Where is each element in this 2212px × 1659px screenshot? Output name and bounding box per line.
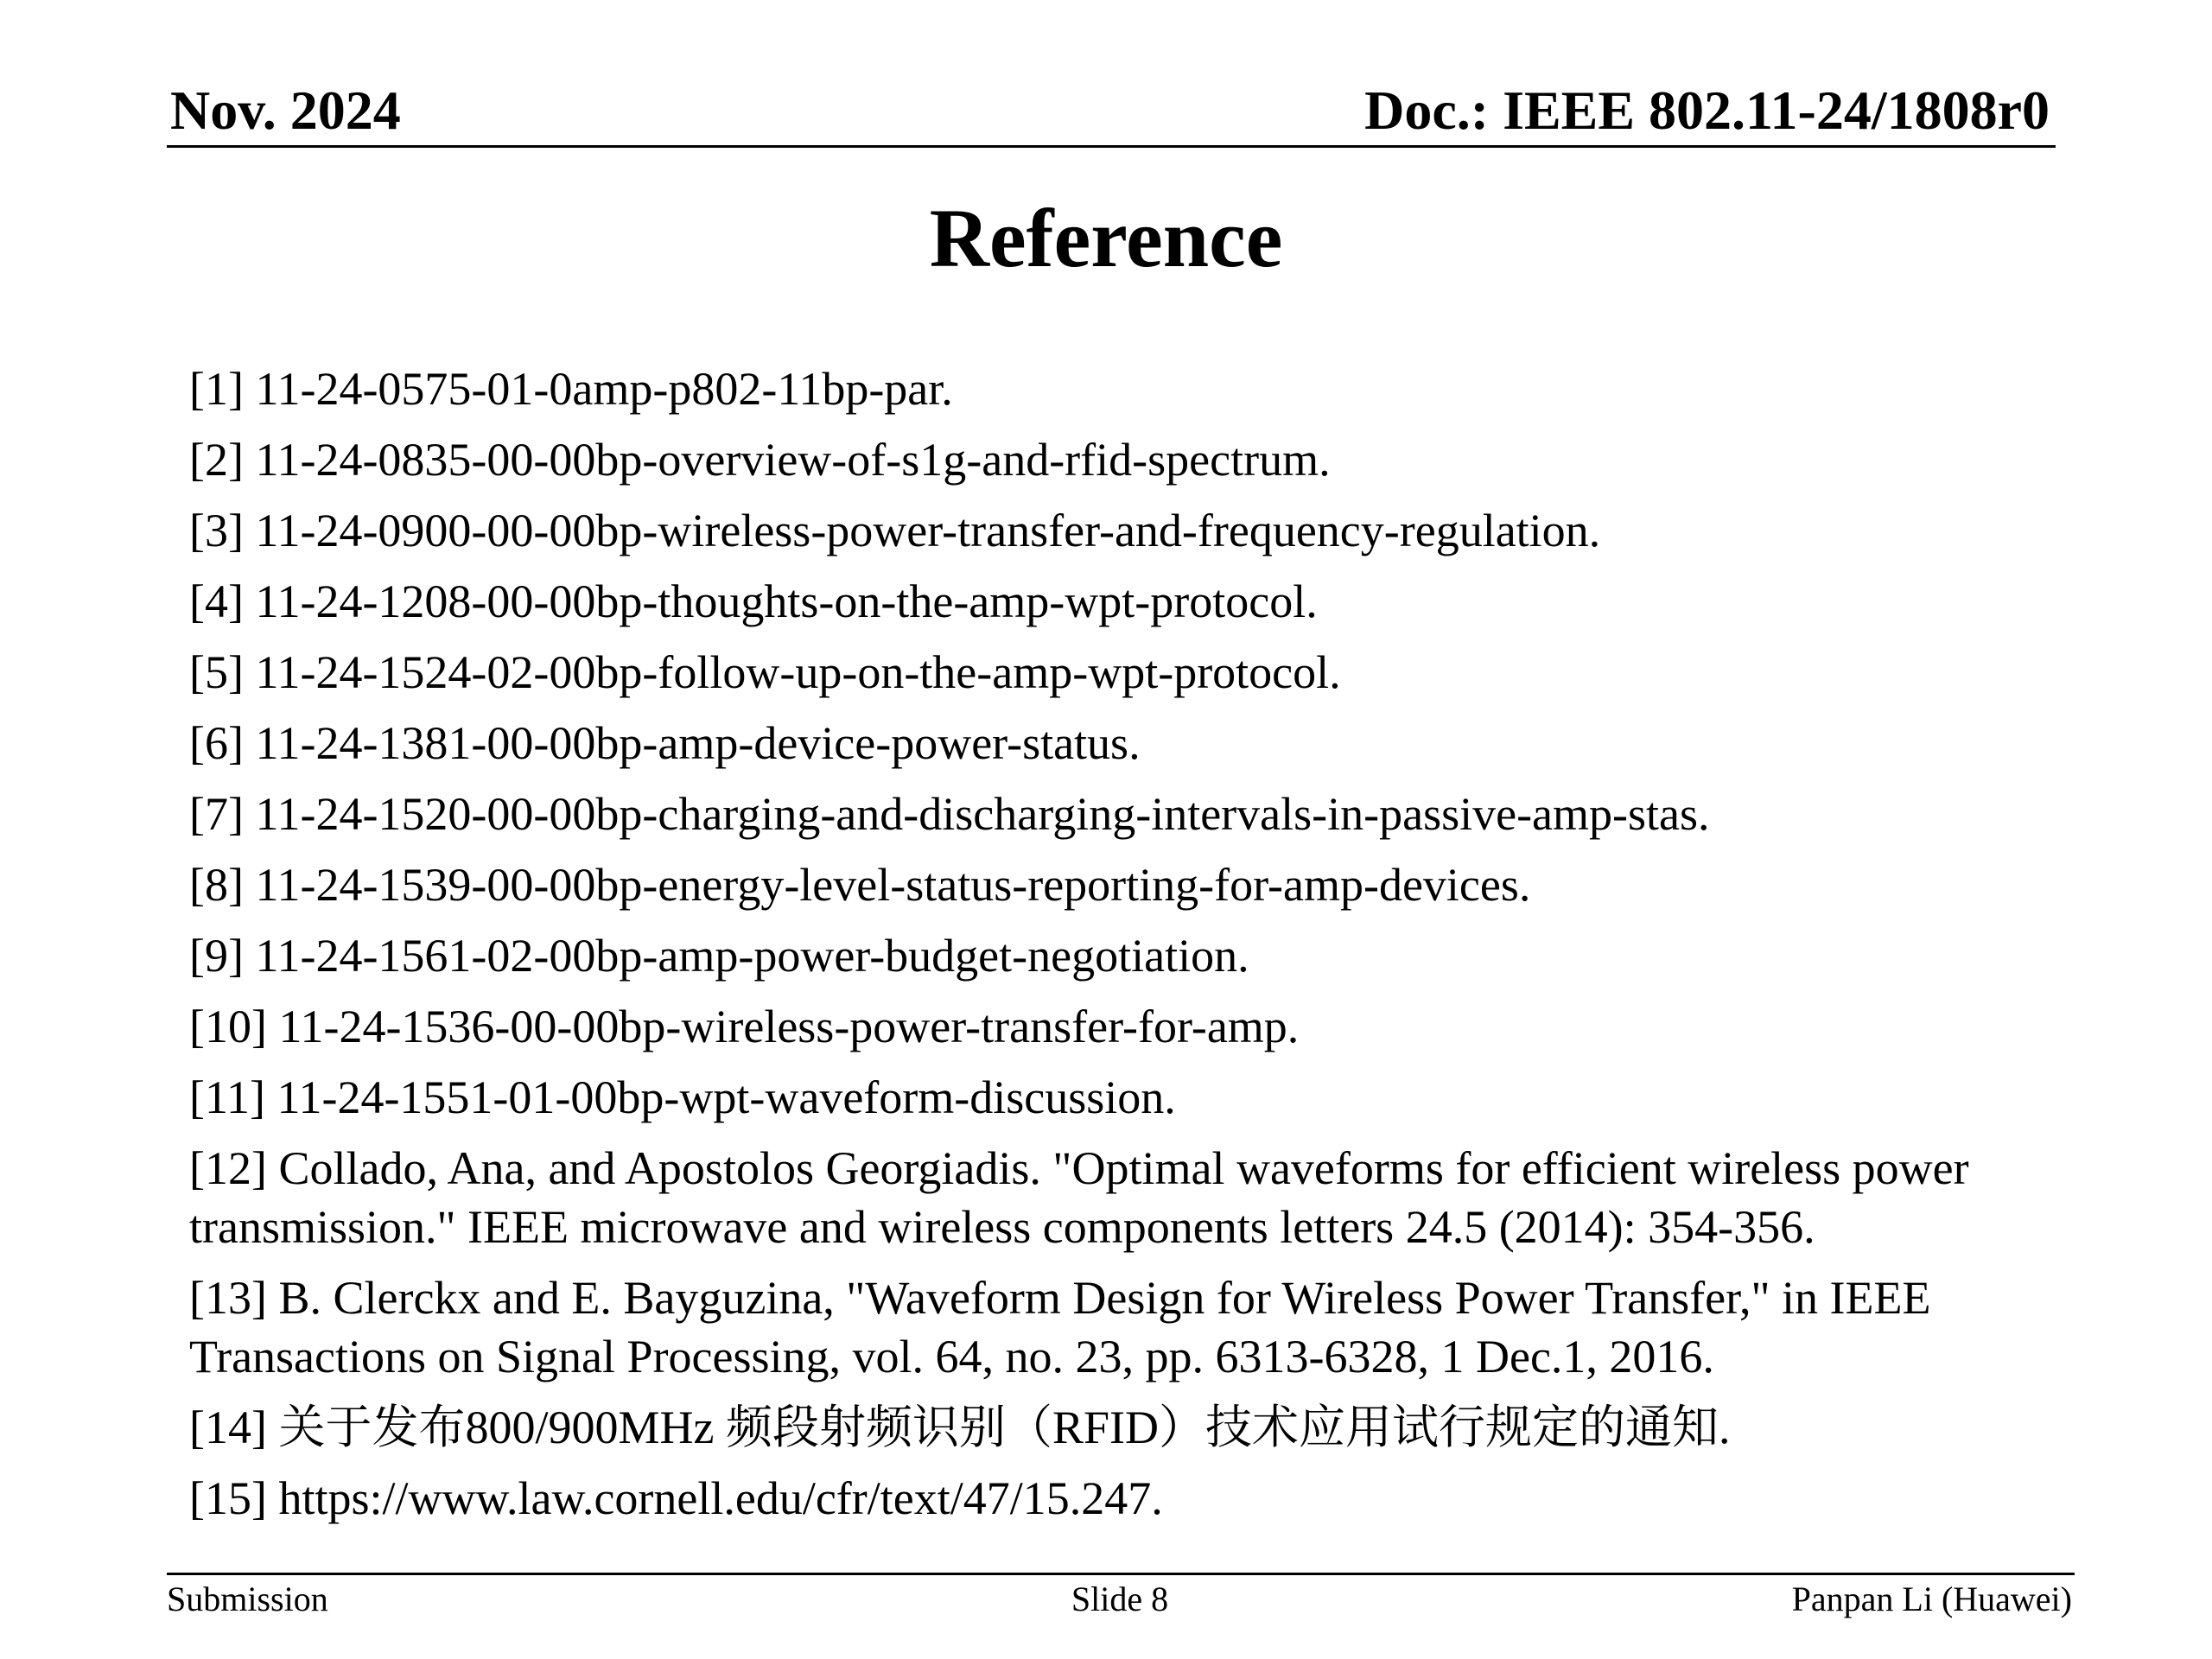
header-doc-id: Doc.: IEEE 802.11-24/1808r0 xyxy=(1364,79,2050,141)
reference-item-15: [15] https://www.law.cornell.edu/cfr/text/47/15.247. xyxy=(189,1472,1163,1524)
footer-divider xyxy=(167,1573,2075,1575)
reference-item-5: [5] 11-24-1524-02-00bp-follow-up-on-the-amp-wpt-protocol. xyxy=(189,646,1341,698)
reference-item-11: [11] 11-24-1551-01-00bp-wpt-waveform-discussion. xyxy=(189,1071,1176,1123)
reference-item-7: [7] 11-24-1520-00-00bp-charging-and-discharging-intervals-in-passive-amp-stas. xyxy=(189,788,1710,840)
reference-list xyxy=(189,359,2056,1540)
footer-submission: Submission xyxy=(167,1580,328,1618)
header-date: Nov. 2024 xyxy=(170,79,401,141)
reference-item-6: [6] 11-24-1381-00-00bp-amp-device-power-status. xyxy=(189,717,1141,769)
reference-item-8: [8] 11-24-1539-00-00bp-energy-level-status-reporting-for-amp-devices. xyxy=(189,859,1531,911)
reference-item-12: [12] Collado, Ana, and Apostolos Georgiadis. "Optimal waveforms for efficient wireless power transmission." IEEE microwave and wireless components letters 24.5 (2014): 354-356. xyxy=(189,1142,1969,1253)
reference-item-4: [4] 11-24-1208-00-00bp-thoughts-on-the-amp-wpt-protocol. xyxy=(189,575,1318,627)
reference-item-13: [13] B. Clerckx and E. Bayguzina, "Waveform Design for Wireless Power Transfer," in IEEE Transactions on Signal Processing, vol. 64, no. 23, pp. 6313-6328, 1 Dec.1, 2016. xyxy=(189,1272,1931,1382)
reference-item-1: [1] 11-24-0575-01-0amp-p802-11bp-par. xyxy=(189,363,953,415)
reference-item-9: [9] 11-24-1561-02-00bp-amp-power-budget-negotiation. xyxy=(189,930,1249,982)
slide-title: Reference xyxy=(929,192,1283,284)
reference-item-14: [14] 关于发布800/900MHz 频段射频识别（RFID）技术应用试行规定的通知. xyxy=(189,1402,1731,1453)
reference-item-3: [3] 11-24-0900-00-00bp-wireless-power-transfer-and-frequency-regulation. xyxy=(189,505,1601,556)
header-divider xyxy=(167,145,2056,148)
reference-item-2: [2] 11-24-0835-00-00bp-overview-of-s1g-and-rfid-spectrum. xyxy=(189,434,1331,486)
footer-slide-number: Slide 8 xyxy=(1071,1580,1169,1618)
footer-author: Panpan Li (Huawei) xyxy=(1791,1580,2072,1618)
reference-item-10: [10] 11-24-1536-00-00bp-wireless-power-transfer-for-amp. xyxy=(189,1001,1300,1052)
